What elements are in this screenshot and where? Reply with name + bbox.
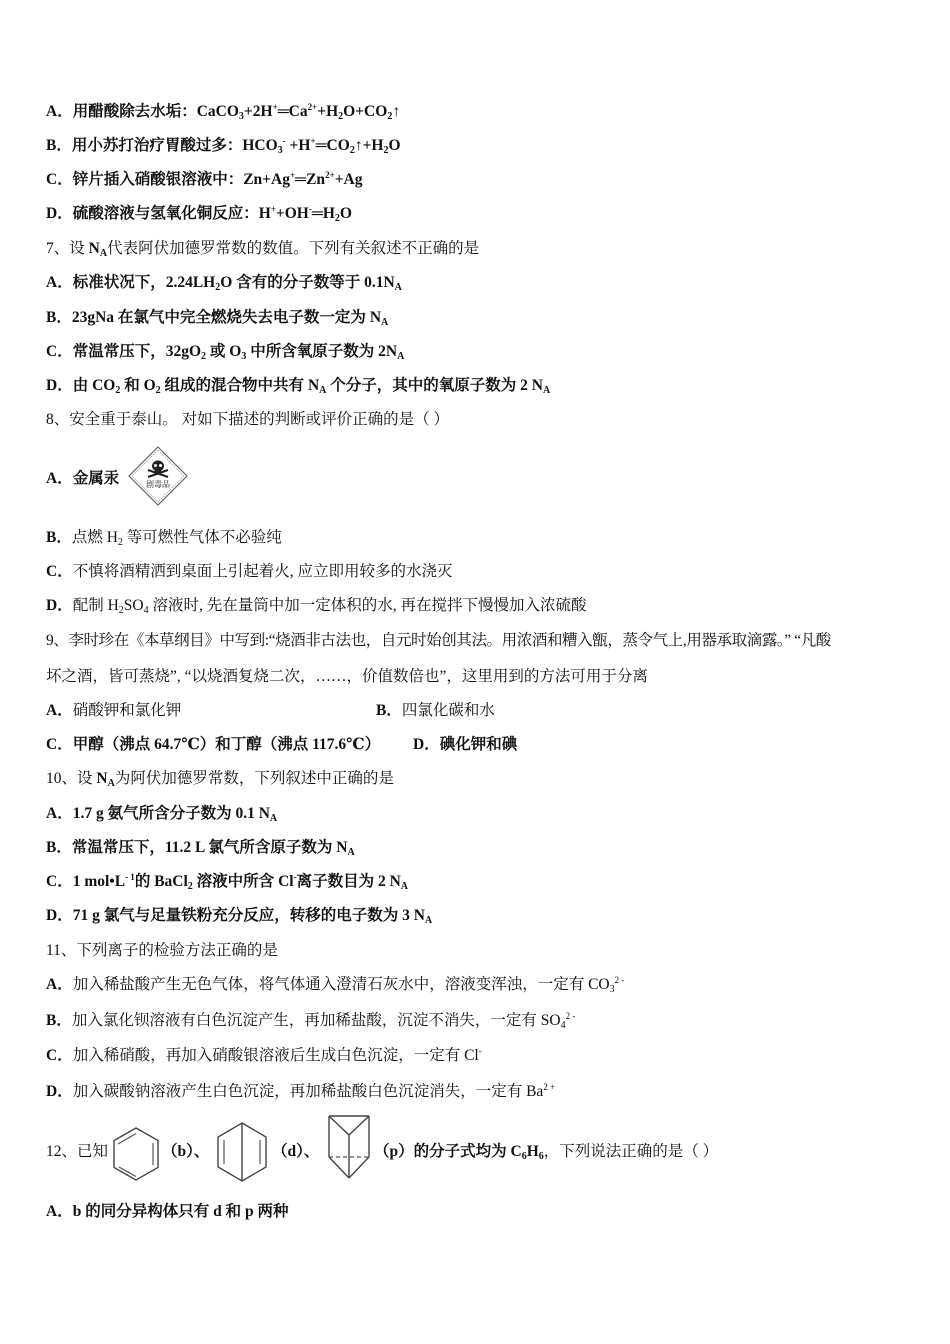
- q8-option-a: A．金属汞: [46, 470, 120, 487]
- q8-option-b: B．点燃 $H_2$ 等可燃性气体不必验纯: [46, 529, 282, 548]
- q6-option-d: D．硫酸溶液与氢氧化铜反应：$H^++OH^-═H_2O$: [46, 204, 352, 224]
- q7-option-a: A．标准状况下，$2.24LH_2O$ 含有的分子数等于 $0.1N_A$: [46, 274, 402, 293]
- prismane-structure-icon: [327, 1113, 371, 1186]
- q6-option-c: C．锌片插入硝酸银溶液中：$Zn+Ag^+═Zn^{2+}+Ag$: [46, 170, 363, 188]
- q12-option-a: A．b 的同分异构体只有 d 和 p 两种: [46, 1203, 289, 1220]
- q9-option-b: B．四氯化碳和水: [376, 702, 495, 719]
- q11-option-a: A．加入稀盐酸产生无色气体，将气体通入澄清石灰水中，溶液变浑浊，一定有 $CO_3^{2 -}$: [46, 975, 625, 995]
- q6-option-b: B．用小苏打治疗胃酸过多：$HCO_3^-$ $+H^+═CO_2↑+H_2O$: [46, 136, 401, 156]
- q11-stem: 11、下列离子的检验方法正确的是: [46, 942, 278, 959]
- q10-option-c: C．1 $mol•L^{- 1}$的 BaCl$_2$ 溶液中所含 Cl-离子数目为 2 $N_A$: [46, 872, 409, 892]
- q10-option-d: D．71 g 氯气与足量铁粉充分反应，转移的电子数为 3 $N_A$: [46, 907, 433, 926]
- dewar-benzene-structure-icon: [216, 1121, 268, 1188]
- label-d: （d）、: [272, 1143, 320, 1160]
- toxic-hazard-sign-icon: [128, 446, 188, 506]
- q12-stem-suffix: （p）的分子式均为 $C_6H_6$，下列说法正确的是（ ）: [374, 1143, 719, 1162]
- q10-option-a: A．1.7 g 氨气所含分子数为 0.1 $N_A$: [46, 805, 278, 824]
- q9-stem-line1: 9、李时珍在《本草纲目》中写到:“烧酒非古法也，自元时始创其法。用浓酒和糟入甑，蒸令气上,用器承取滴露。” “凡酸: [46, 632, 831, 649]
- svg-text:剧毒品: 剧毒品: [146, 480, 170, 489]
- q11-option-b: B．加入氯化钡溶液有白色沉淀产生，再加稀盐酸，沉淀不消失，一定有 $SO_4^{2 -}$: [46, 1011, 576, 1031]
- q7-option-b: B．23gNa 在氯气中完全燃烧失去电子数一定为 $N_A$: [46, 309, 389, 328]
- q10-stem: 10、设 $N_A$为阿伏加德罗常数，下列叙述中正确的是: [46, 770, 394, 789]
- q8-stem: 8、安全重于泰山。 对如下描述的判断或评价正确的是（ ）: [46, 411, 450, 428]
- q9-option-a: A．硝酸钾和氯化钾: [46, 702, 182, 719]
- q11-option-c: C．加入稀硝酸，再加入硝酸银溶液后生成白色沉淀，一定有 Cl-: [46, 1046, 482, 1064]
- q9-stem-line2: 坏之酒，皆可蒸烧”, “以烧酒复烧二次，……，价值数倍也”，这里用到的方法可用于分离: [46, 668, 648, 685]
- q7-stem: 7、设 $N_A$代表阿伏加德罗常数的数值。下列有关叙述不正确的是: [46, 240, 480, 259]
- q6-option-a: A．用醋酸除去水垢：$CaCO_3+2H^+═Ca^{2+}+H_2O+CO_2↑$: [46, 102, 401, 122]
- q7-option-c: C．常温常压下，$32gO_2$ 或 $O_3$ 中所含氧原子数为 $2N_A$: [46, 343, 405, 362]
- q12-stem-prefix: 12、已知: [46, 1143, 109, 1160]
- q9-option-d: D．碘化钾和碘: [413, 736, 518, 753]
- q10-option-b: B．常温常压下，11.2 L 氯气所含原子数为 $N_A$: [46, 839, 355, 858]
- q11-option-d: D．加入碳酸钠溶液产生白色沉淀，再加稀盐酸白色沉淀消失，一定有 $Ba^{2 +}$: [46, 1082, 556, 1100]
- benzene-structure-icon: [112, 1126, 160, 1187]
- q9-option-c: C．甲醇（沸点 64.7℃）和丁醇（沸点 117.6℃）: [46, 736, 381, 753]
- label-b: （b）、: [162, 1143, 210, 1160]
- q7-option-d: D．由 $CO_2$ 和 $O_2$ 组成的混合物中共有 $N_A$ 个分子，其中的氧原子数为 2 $N_A$: [46, 377, 551, 396]
- q8-option-d: D．配制 $H_2SO_4$ 溶液时, 先在量筒中加一定体积的水, 再在搅拌下慢慢加入浓硫酸: [46, 597, 587, 616]
- q8-option-c: C．不慎将酒精洒到桌面上引起着火, 应立即用较多的水浇灭: [46, 563, 453, 580]
